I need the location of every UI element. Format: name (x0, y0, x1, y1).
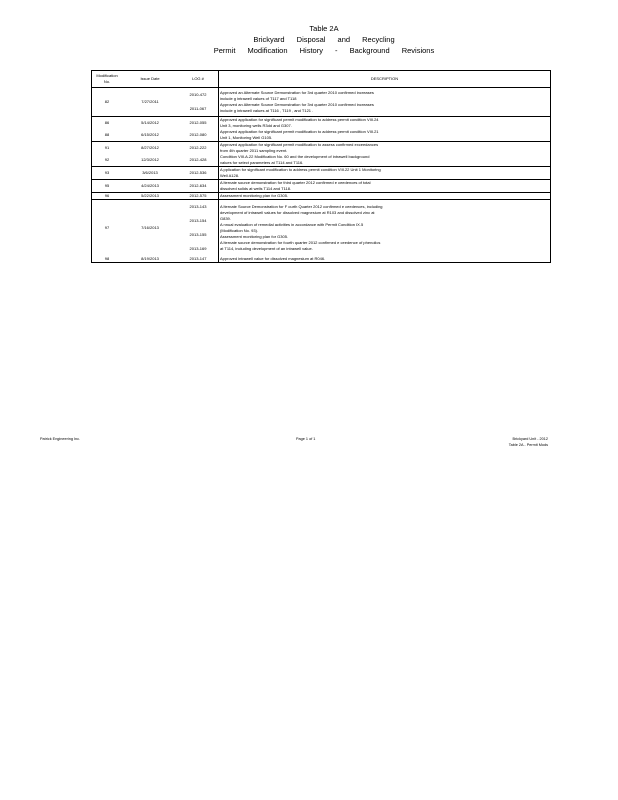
log-cell (178, 180, 219, 193)
modification-number: 93 (92, 167, 123, 180)
log-number: 2013-155 (189, 232, 207, 237)
col-header-issue-date: Issue Date (140, 76, 160, 81)
description-line: G839. (220, 216, 231, 221)
modification-number: 86 (92, 117, 123, 130)
col-header-description: DESCRIPTION (219, 71, 551, 88)
modification-group (92, 193, 551, 200)
log-cell (178, 200, 219, 257)
description-line: include g intrawell values of T117 and T118 (220, 96, 297, 101)
log-number: 2012-536 (189, 170, 207, 175)
table-row (92, 200, 551, 257)
description-line: Well A128. (220, 173, 240, 178)
description-line: Approved an Alternate Source Demonstration for 3rd quarter 2010 confirmed increases (220, 90, 374, 95)
table-row (92, 129, 551, 142)
table-row (92, 154, 551, 167)
description-line: Unit 3, monitoring wells R3dd and G307. (220, 123, 292, 128)
table-row (92, 180, 551, 193)
description-line: values for select parameters at T114 and T116. (220, 160, 304, 165)
footer-site: Brickyard Unit - 2012 (512, 437, 548, 441)
description-line: at T114, including development of an intrawell value. (220, 246, 313, 251)
footer-page-number: Page 1 of 1 (296, 437, 316, 441)
modification-group (92, 117, 551, 142)
description-cell (219, 154, 551, 167)
description-cell (219, 88, 551, 117)
issue-date: 12/3/2012 (141, 157, 159, 162)
description-cell (219, 193, 551, 200)
table-row (92, 193, 551, 200)
log-number: 2012-575 (189, 193, 207, 198)
permit-modification-table (91, 70, 551, 263)
log-number: 2011-067 (189, 106, 207, 111)
description-line: A pplication for significant modification to address permit condition VIII.22 Unit 1 Monitoring (220, 167, 381, 172)
description-cell (219, 142, 551, 155)
log-number: 2013-147 (189, 256, 207, 261)
table-row (92, 256, 551, 263)
description-cell (219, 167, 551, 180)
description-line: Approved application for significant permit modification to address permit condition VIII.24 (220, 117, 379, 122)
log-cell (178, 193, 219, 200)
modification-number: 92 (92, 154, 123, 167)
modification-number: 97 (92, 200, 123, 257)
issue-date: 7/27/2011 (141, 99, 159, 104)
description-line: (Modification No. 93). (220, 228, 259, 233)
description-line: dissolved solids at wells T114 and T118. (220, 186, 292, 191)
log-cell (178, 88, 219, 117)
description-line: Assessment monitoring plan for G305. (220, 234, 289, 239)
issue-date: 5/22/2013 (141, 193, 159, 198)
log-cell (178, 167, 219, 180)
log-cell (178, 256, 219, 263)
modification-number: 98 (92, 256, 123, 263)
log-cell (178, 154, 219, 167)
description-line: Approved application for significant permit modification to address permit condition VIII.21 (220, 129, 379, 134)
col-header-modification: Modification No. (92, 71, 123, 88)
footer-table-ref: Table 2A - Permit Mods (508, 443, 548, 447)
footer-document-id (508, 436, 548, 448)
table-subtitle: Permit Modification History - Background Revisions (213, 46, 435, 55)
description-line: Assessment monitoring plan for G305. (220, 193, 289, 198)
description-line: Approved intrawell value for dissolved magnesium at R046. (220, 256, 326, 261)
log-number: 2012-222 (189, 145, 207, 150)
issue-date: 3/6/2013 (142, 170, 158, 175)
description-line: Approved an Alternate Source Demonstration for 3rd quarter 2010 confirmed increases (220, 102, 374, 107)
modification-group (92, 200, 551, 263)
log-number: 2013-143 (189, 204, 207, 209)
log-cell (178, 117, 219, 130)
footer-company: Patrick Engineering Inc. (40, 437, 81, 441)
log-number: 2010-472 (189, 92, 207, 97)
modification-group (92, 180, 551, 193)
description-cell (219, 129, 551, 142)
issue-date: 6/15/2012 (141, 132, 159, 137)
issue-date: 8/27/2012 (141, 145, 159, 150)
log-number: 2012-428 (189, 157, 207, 162)
log-number: 2013-154 (189, 218, 207, 223)
issue-date: 7/16/2013 (141, 225, 159, 230)
issue-date: 4/24/2013 (141, 183, 159, 188)
log-number: 2012-634 (189, 183, 207, 188)
table-row (92, 117, 551, 130)
log-number: 2012-080 (189, 132, 207, 137)
table-row (92, 88, 551, 117)
modification-number: 91 (92, 142, 123, 155)
description-line: from 4th quarter 2011 sampling event. (220, 148, 288, 153)
description-line: A nnual evaluation of remedial activities in accordance with Permit Condition IX.5 (220, 222, 364, 227)
description-line: development of intrawell values for dissolved magnesium at R103 and dissolved zinc at (220, 210, 375, 215)
table-header-row (92, 71, 551, 88)
log-number: 2013-169 (189, 246, 207, 251)
description-line: Approved application for significant permit modification to assess confirmed exceedances (220, 142, 379, 147)
modification-group (92, 167, 551, 180)
description-cell (219, 200, 551, 257)
description-line: include g intrawell values at T116 , T119 , and T121 . (220, 108, 314, 113)
modification-group (92, 142, 551, 167)
log-cell (178, 142, 219, 155)
modification-number: 88 (92, 129, 123, 142)
description-cell (219, 256, 551, 263)
description-cell (219, 180, 551, 193)
table-row (92, 142, 551, 155)
modification-group (92, 88, 551, 117)
modification-number: 96 (92, 193, 123, 200)
description-line: Unit 1, Monitoring Well G105. (220, 135, 273, 140)
table-row (92, 167, 551, 180)
description-line: Condition VIII.A.22 Modification No. 60 and the development of intrawell background (220, 154, 370, 159)
description-line: A lternate Source Demonstration for F ourth Quarter 2012 confirmed e ceedences, including (220, 204, 383, 209)
table-title: Table 2A (309, 24, 339, 33)
log-cell (178, 129, 219, 142)
log-number: 2012-055 (189, 120, 207, 125)
col-header-log: LOG # (178, 71, 219, 88)
modification-number: 95 (92, 180, 123, 193)
issue-date: 5/14/2012 (141, 120, 159, 125)
facility-name: Brickyard Disposal and Recycling (253, 35, 395, 44)
modification-number: 82 (92, 88, 123, 117)
issue-date: 8/19/2013 (141, 256, 159, 261)
description-line: A lternate source demonstration for third quarter 2012 confirmed e ceedences of total (220, 180, 371, 185)
description-cell (219, 117, 551, 130)
description-line: A lternate source demonstration for fourth quarter 2012 confirmed e ceedence of phenolics (220, 240, 381, 245)
